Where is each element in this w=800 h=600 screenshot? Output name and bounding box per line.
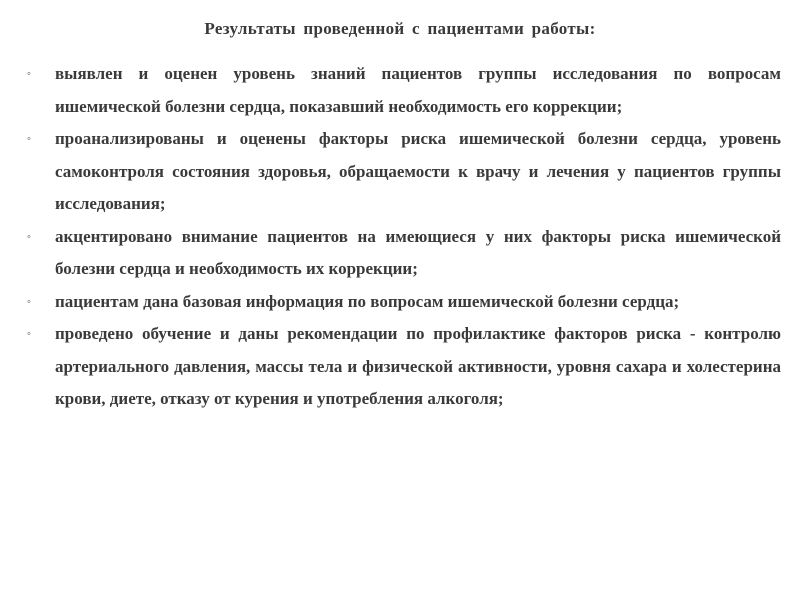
list-item <box>0 318 800 416</box>
bullet-icon: ◦ <box>27 133 31 145</box>
list-item-text: проведено обучение и даны рекомендации по профилактике факторов риска - контролю артериального давления, массы тела и физической активности, уровня сахара и холестерина крови, диете, отказу от курения и употребления алкоголя; <box>55 324 781 408</box>
results-list <box>0 58 800 416</box>
list-item <box>0 286 800 319</box>
bullet-icon: ◦ <box>27 295 31 308</box>
slide-title: Результаты проведенной с пациентами работы: <box>204 19 596 38</box>
list-item <box>0 58 800 123</box>
list-item-text: акцентировано внимание пациентов на имеющиеся у них факторы риска ишемической болезни сердца и необходимость их коррекции; <box>55 226 781 278</box>
list-item <box>0 221 800 286</box>
list-item-text: пациентам дана базовая информация по вопросам ишемической болезни сердца; <box>55 291 680 311</box>
bullet-icon: ◦ <box>27 328 31 340</box>
list-item-text: выявлен и оценен уровень знаний пациентов группы исследования по вопросам ишемической болезни сердца, показавший необходимость его коррекции; <box>55 64 781 116</box>
bullet-icon: ◦ <box>27 230 31 243</box>
bullet-icon: ◦ <box>27 68 31 80</box>
list-item <box>0 123 800 221</box>
list-item-text: проанализированы и оценены факторы риска ишемической болезни сердца, уровень самоконтроля состояния здоровья, обращаемости к врачу и лечения у пациентов группы исследования; <box>55 129 781 213</box>
